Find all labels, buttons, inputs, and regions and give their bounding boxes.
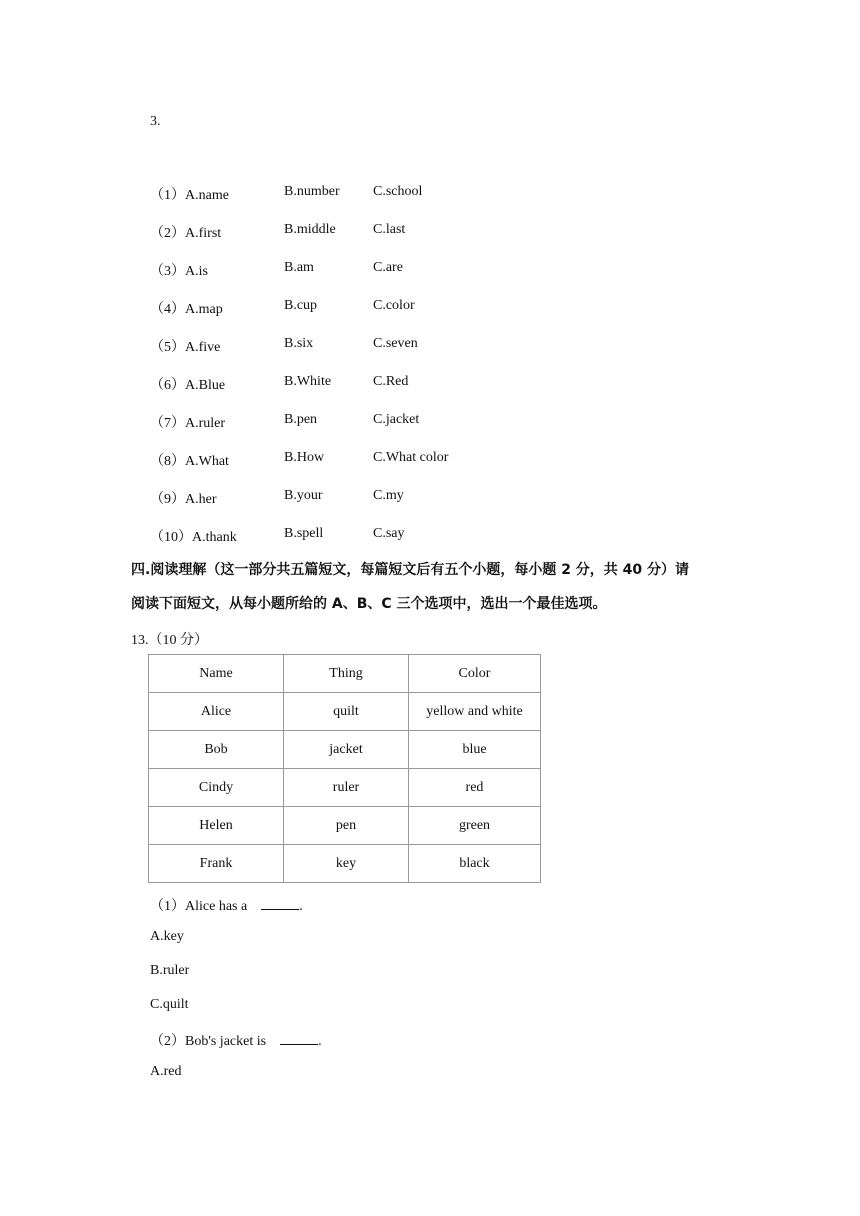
- option-b: B.your: [284, 488, 323, 503]
- table-row: [149, 845, 541, 883]
- option-row: [150, 184, 570, 204]
- choice-a: A.red: [150, 1064, 182, 1079]
- option-row: [150, 374, 570, 394]
- option-a: （8）A.What: [150, 454, 229, 469]
- option-row: [150, 336, 570, 356]
- table-cell: pen: [284, 807, 409, 845]
- option-c: C.last: [373, 222, 406, 237]
- table-row: [149, 731, 541, 769]
- option-c: C.seven: [373, 336, 418, 351]
- info-table: [148, 654, 541, 883]
- option-a: （4）A.map: [150, 302, 223, 317]
- table-header-cell: Name: [149, 655, 284, 693]
- option-row: [150, 298, 570, 318]
- table-row: [149, 807, 541, 845]
- sub-question-1-end: .: [299, 899, 303, 914]
- choice-a: A.key: [150, 929, 184, 944]
- sub-question-2-stem: （2）Bob's jacket is: [150, 1034, 267, 1049]
- option-b: B.White: [284, 374, 332, 389]
- table-row: [149, 693, 541, 731]
- table-header-row: [149, 655, 541, 693]
- option-c: C.school: [373, 184, 423, 199]
- option-c: C.color: [373, 298, 415, 313]
- option-row: [150, 488, 570, 508]
- option-b: B.spell: [284, 526, 324, 541]
- option-c: C.are: [373, 260, 403, 275]
- option-c: C.say: [373, 526, 405, 541]
- option-b: B.number: [284, 184, 340, 199]
- table-cell: jacket: [284, 731, 409, 769]
- table-cell: Frank: [149, 845, 284, 883]
- sub-question-1: [150, 895, 303, 915]
- option-b: B.am: [284, 260, 314, 275]
- option-c: C.jacket: [373, 412, 420, 427]
- option-row: [150, 412, 570, 432]
- option-a: （2）A.first: [150, 226, 222, 241]
- sub-question-1-stem: （1）Alice has a: [150, 899, 248, 914]
- option-b: B.six: [284, 336, 314, 351]
- option-a: （10）A.thank: [150, 530, 237, 545]
- sub-question-2-end: .: [318, 1034, 322, 1049]
- option-b: B.How: [284, 450, 325, 465]
- section-title-line: 四.阅读理解（这一部分共五篇短文，每篇短文后有五个小题，每小题 2 分，共 40 分）请: [131, 562, 690, 578]
- table-cell: Cindy: [149, 769, 284, 807]
- table-cell: quilt: [284, 693, 409, 731]
- table-row: [149, 769, 541, 807]
- option-b: B.pen: [284, 412, 318, 427]
- section-title-line: 阅读下面短文，从每小题所给的 A、B、C 三个选项中，选出一个最佳选项。: [131, 596, 607, 612]
- table-header-cell: Thing: [284, 655, 409, 693]
- table-cell: Helen: [149, 807, 284, 845]
- option-a: （5）A.five: [150, 340, 221, 355]
- option-a: （6）A.Blue: [150, 378, 226, 393]
- answer-blank: [280, 1032, 318, 1045]
- option-row: [150, 260, 570, 280]
- choice-c: C.quilt: [150, 997, 189, 1012]
- option-row: [150, 526, 570, 546]
- option-b: B.middle: [284, 222, 336, 237]
- table-header-cell: Color: [409, 655, 541, 693]
- option-a: （1）A.name: [150, 188, 229, 203]
- answer-blank: [261, 897, 299, 910]
- table-cell: ruler: [284, 769, 409, 807]
- question-13-header: 13.（10 分）: [131, 633, 208, 648]
- table-cell: green: [409, 807, 541, 845]
- question-3-number: 3.: [150, 114, 161, 129]
- sub-question-2: [150, 1030, 322, 1050]
- option-a: （9）A.her: [150, 492, 217, 507]
- table-cell: Alice: [149, 693, 284, 731]
- option-row: [150, 450, 570, 470]
- option-row: [150, 222, 570, 242]
- option-c: C.Red: [373, 374, 409, 389]
- table-cell: yellow and white: [409, 693, 541, 731]
- option-a: （7）A.ruler: [150, 416, 226, 431]
- option-c: C.What color: [373, 450, 449, 465]
- choice-b: B.ruler: [150, 963, 190, 978]
- table-cell: blue: [409, 731, 541, 769]
- option-b: B.cup: [284, 298, 318, 313]
- table-cell: black: [409, 845, 541, 883]
- table-cell: key: [284, 845, 409, 883]
- option-c: C.my: [373, 488, 404, 503]
- table-cell: Bob: [149, 731, 284, 769]
- table-cell: red: [409, 769, 541, 807]
- option-a: （3）A.is: [150, 264, 208, 279]
